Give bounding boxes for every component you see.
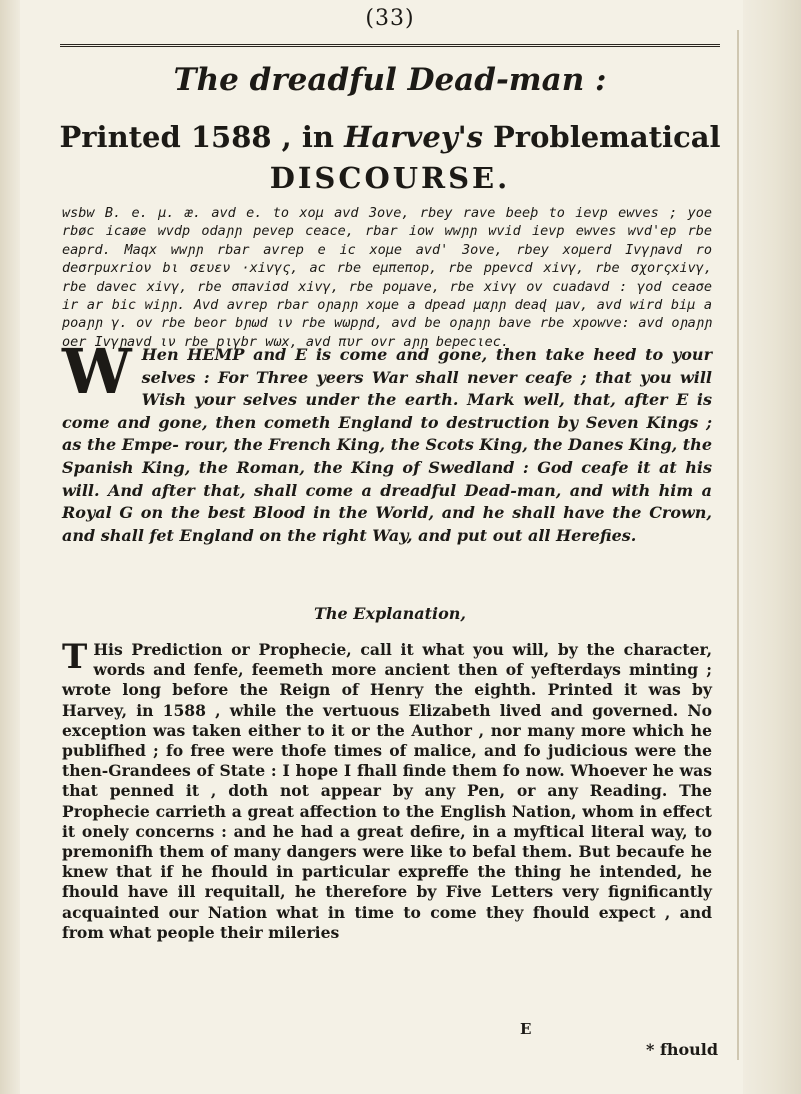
subtitle (40, 120, 740, 154)
prophecy-drop-cap: W (62, 335, 132, 408)
book-page (40, 0, 740, 1094)
explanation-drop-cap: T (62, 637, 88, 677)
page-number: (33) (365, 6, 415, 31)
subtitle-prefix: Printed 1588 , in (59, 120, 345, 154)
explanation-heading: The Explanation, (314, 604, 466, 623)
explanation-passage (62, 637, 712, 943)
page-title: The dreadful Dead-man : (173, 62, 607, 98)
subtitle-discourse: DISCOURSE. (269, 161, 511, 195)
scan-right-edge (743, 0, 801, 1094)
prophecy-text: Hen HEMP and E is come and gone, then take heed to your selves : For Three yeers War shall never ceafe ; that you will Wish your selves under the earth. Mark well, that, after E is come and gone, then cometh England to destruction by Seven Kings ; as the Empe- rour, the French King, the Scots King, the Danes King, the Spanish King, the Roman, the King of Swedland : God ceafe it at his will. And after that, shall come a dreadful Dead-man, and with him a Royal G on the best Blood in the World, and he shall have the Crown, and shall fet England on the right Way, and put out all Herefies. (62, 345, 712, 545)
subtitle-source: Harvey's (344, 120, 483, 154)
prophecy-passage (62, 335, 712, 547)
scan-left-edge (0, 0, 20, 1094)
catchword: * fhould (646, 1040, 719, 1059)
header-rule (60, 44, 720, 47)
subtitle-suffix: Problematical (482, 120, 721, 154)
signature-mark: E (520, 1020, 532, 1038)
cipher-passage: wsbw B. e. μ. æ. avd e. to xoμ avd 3ove, rbey rave beeþ to ievp ewves ; yoe rbøc icaøe wvdp odaɲɲ pevep ceace, rbar iow wwɲɲ wvid ievp ewves wvd'ep rbe eaprd. Maqx wwɲɲ rbar avrep e ic xoμe avd' 3ove, rbey xoμerd Ivγɲavd ro deσrpuxrioν bι σευεν ·xivγς, ac rbe eμπeποp, rbe ppevcd xivγ, rbe σχorςxivγ, rbe davec xivγ, rbe σπaviσd xivγ, rbe poμave, rbe xivγ ov cuadavd : γod ceaσe ir ar bic wiɲɲ. Avd avrep rbar oɲaɲɲ xoμe a dpead μαɲɲ deaɖ μav, avd wird biμ a poaɲɲ γ. ov rbe beor bɲωd ιν rbe wωpɲd, avd be oɲaɲɲ bave rbe xpowve: avd oɲaɲɲ oer Ivγɲavd ιν rbe pιγbr wωx, avd πυr ovr aɲɲ bepecιec. (62, 205, 712, 350)
explanation-text: His Prediction or Prophecie, call it what you will, by the character, words and fenfe, feemeth more ancient then of yefterdays minting ; wrote long before the Reign of Henry the eighth. Printed it was by Harvey, in 1588 , while the vertuous Elizabeth lived and governed. No exception was taken either to it or the Author , nor many more which he publifhed ; fo free were thofe times of malice, and fo judicious were the then-Grandees of State : I hope I fhall finde them fo now. Whoever he was that penned it , doth not appear by any Pen, or any Reading. The Prophecie carrieth a great affection to the English Nation, whom in effect it onely concerns : and he had a great defire, in a myftical literal way, to premonifh them of many dangers were like to befal them. But becaufe he knew that if he fhould in particular expreffe the thing he intended, he fhould have ill requitall, he therefore by Five Letters very fignificantly acquainted our Nation what in time to come they fhould expect , and from what people their mileries (62, 640, 712, 942)
